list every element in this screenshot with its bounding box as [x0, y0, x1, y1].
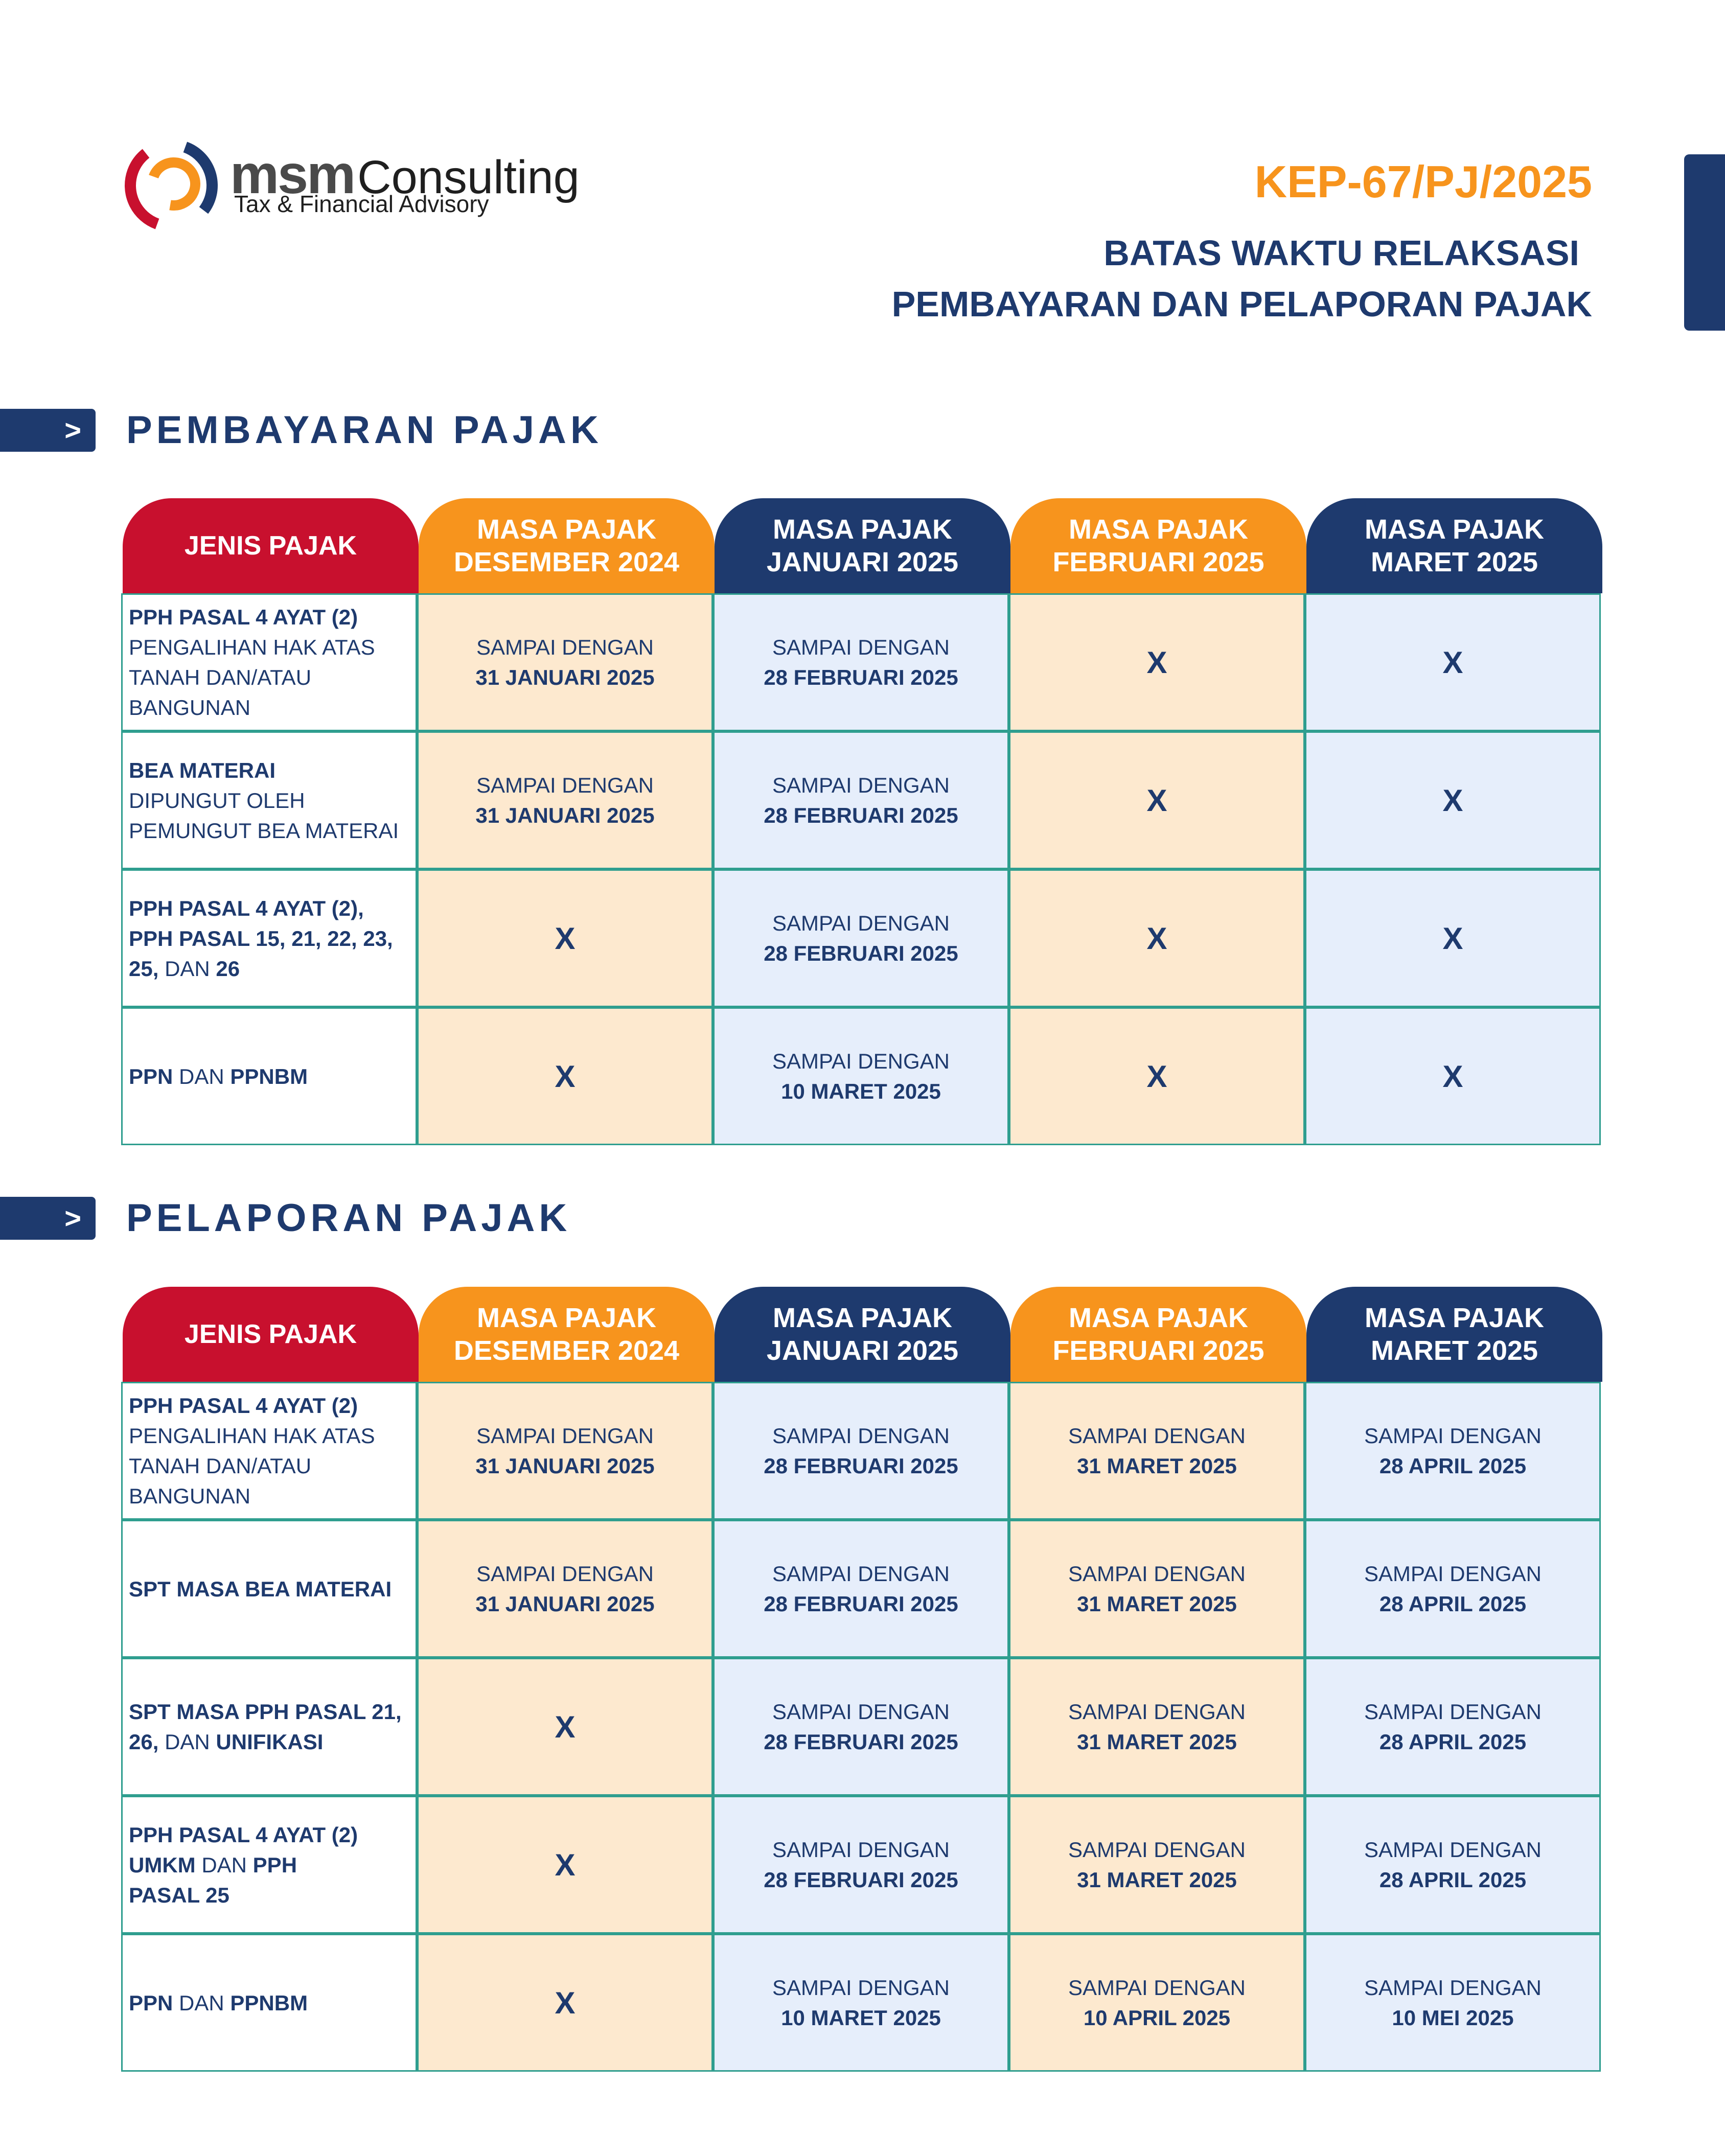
- tax-type-title: SPT MASA PPH PASAL 21,: [129, 1700, 402, 1724]
- column-header-label: JENIS PAJAK: [184, 531, 357, 561]
- table-row: [123, 1009, 1602, 1147]
- x-mark-icon: X: [555, 1985, 576, 2020]
- deadline-date: 31 MARET 2025: [1077, 1730, 1237, 1754]
- deadline-cell: [1009, 1796, 1305, 1934]
- deadline-prefix: SAMPAI DENGAN: [772, 1700, 950, 1724]
- deadline-prefix: SAMPAI DENGAN: [1068, 1976, 1246, 2000]
- chevron-right-icon: >: [0, 409, 96, 452]
- x-mark-icon: X: [1146, 921, 1167, 956]
- deadline-cell: [713, 593, 1009, 731]
- deadline-prefix: SAMPAI DENGAN: [1364, 1562, 1542, 1586]
- column-header-desember-2024: [419, 1287, 715, 1382]
- not-applicable-cell: [1009, 1007, 1305, 1145]
- page-title-line2: PEMBAYARAN DAN PELAPORAN PAJAK: [891, 284, 1592, 324]
- deadline-prefix: SAMPAI DENGAN: [1068, 1424, 1246, 1448]
- deadline-date: 31 MARET 2025: [1077, 1454, 1237, 1478]
- deadline-date: 28 FEBRUARI 2025: [764, 941, 958, 965]
- brand-name-bold: msm: [230, 143, 355, 205]
- tax-type-title: UMKM: [129, 1852, 196, 1877]
- column-header-februari-2025: [1010, 1287, 1306, 1382]
- tax-type-cell: [121, 593, 417, 731]
- tax-type-desc: TANAH DAN/ATAU: [129, 1454, 312, 1478]
- column-header-jenis: [123, 1287, 419, 1382]
- column-header-period: FEBRUARI 2025: [1052, 547, 1264, 577]
- tax-type-cell: [121, 1658, 417, 1796]
- tax-type-title: 26: [216, 956, 240, 981]
- not-applicable-cell: [1305, 593, 1601, 731]
- conjunction: DAN: [179, 1064, 224, 1088]
- deadline-prefix: SAMPAI DENGAN: [1068, 1562, 1246, 1586]
- regulation-number: KEP-67/PJ/2025: [1254, 156, 1592, 207]
- tax-type-desc: PENGALIHAN HAK ATAS: [129, 1424, 375, 1448]
- column-header-label: MASA PAJAK: [772, 1303, 953, 1333]
- deadline-date: 31 JANUARI 2025: [475, 665, 655, 689]
- deadline-cell: [1009, 1382, 1305, 1520]
- deadline-prefix: SAMPAI DENGAN: [772, 1562, 950, 1586]
- section-title-pelaporan: PELAPORAN PAJAK: [126, 1196, 571, 1240]
- tax-type-desc: BANGUNAN: [129, 1484, 251, 1508]
- not-applicable-cell: [1305, 1007, 1601, 1145]
- tax-type-desc: PENGALIHAN HAK ATAS: [129, 635, 375, 659]
- deadline-date: 28 FEBRUARI 2025: [764, 803, 958, 827]
- column-header-label: MASA PAJAK: [772, 514, 953, 545]
- tax-type-title: BEA MATERAI: [129, 758, 275, 782]
- tax-type-cell: [121, 1520, 417, 1658]
- not-applicable-cell: [417, 1007, 713, 1145]
- deadline-prefix: SAMPAI DENGAN: [772, 635, 950, 659]
- deadline-date: 31 JANUARI 2025: [475, 1454, 655, 1478]
- x-mark-icon: X: [1146, 645, 1167, 680]
- column-header-januari-2025: [715, 498, 1010, 593]
- deadline-date: 10 MARET 2025: [781, 2006, 941, 2030]
- tax-type-title: PPH PASAL 4 AYAT (2): [129, 1394, 358, 1418]
- deadline-prefix: SAMPAI DENGAN: [772, 1049, 950, 1073]
- deadline-prefix: SAMPAI DENGAN: [476, 773, 654, 797]
- deadline-prefix: SAMPAI DENGAN: [772, 1838, 950, 1862]
- column-header-desember-2024: [419, 498, 715, 593]
- deadline-prefix: SAMPAI DENGAN: [1364, 1838, 1542, 1862]
- column-header-period: FEBRUARI 2025: [1052, 1335, 1264, 1366]
- tax-type-title: PPH: [252, 1852, 297, 1877]
- tax-type-desc: DIPUNGUT OLEH: [129, 788, 305, 813]
- tax-type-desc: BANGUNAN: [129, 696, 251, 720]
- chevron-right-icon: >: [0, 1197, 96, 1240]
- column-header-label: MASA PAJAK: [1364, 1303, 1545, 1333]
- table-row: [123, 1797, 1602, 1935]
- deadline-prefix: SAMPAI DENGAN: [476, 1562, 654, 1586]
- not-applicable-cell: [417, 869, 713, 1007]
- tax-type-title: PPNBM: [230, 1064, 308, 1088]
- deadline-cell: [1009, 1658, 1305, 1796]
- column-header-period: JANUARI 2025: [766, 1335, 959, 1366]
- deadline-date: 28 FEBRUARI 2025: [764, 1592, 958, 1616]
- section-heading-pembayaran: [0, 409, 716, 454]
- tax-type-title: 26,: [129, 1730, 159, 1754]
- x-mark-icon: X: [1442, 921, 1463, 956]
- deadline-cell: [713, 1658, 1009, 1796]
- deadline-date: 28 FEBRUARI 2025: [764, 1730, 958, 1754]
- deadline-date: 10 MARET 2025: [781, 1079, 941, 1103]
- deadline-cell: [417, 731, 713, 869]
- table-row: [123, 1935, 1602, 2073]
- deadline-prefix: SAMPAI DENGAN: [1068, 1838, 1246, 1862]
- msm-logo-icon: [123, 137, 220, 234]
- deadline-cell: [1305, 1520, 1601, 1658]
- column-header-jenis: [123, 498, 419, 593]
- tax-type-title: PPNBM: [230, 1990, 308, 2015]
- deadline-prefix: SAMPAI DENGAN: [476, 1424, 654, 1448]
- column-header-label: MASA PAJAK: [476, 514, 657, 545]
- not-applicable-cell: [1009, 731, 1305, 869]
- side-tab-decoration: [1684, 154, 1725, 331]
- deadline-date: 31 MARET 2025: [1077, 1592, 1237, 1616]
- brand-logo: [123, 137, 624, 234]
- deadline-cell: [713, 1796, 1009, 1934]
- column-header-period: DESEMBER 2024: [453, 1335, 680, 1366]
- deadline-prefix: SAMPAI DENGAN: [772, 911, 950, 935]
- x-mark-icon: X: [1442, 645, 1463, 680]
- deadline-prefix: SAMPAI DENGAN: [476, 635, 654, 659]
- tax-type-title: PPH PASAL 15, 21, 22, 23,: [129, 926, 393, 951]
- deadline-cell: [417, 1382, 713, 1520]
- x-mark-icon: X: [555, 921, 576, 956]
- deadline-date: 10 APRIL 2025: [1083, 2006, 1231, 2030]
- not-applicable-cell: [1009, 869, 1305, 1007]
- tax-type-title: PPH PASAL 4 AYAT (2): [129, 605, 358, 629]
- not-applicable-cell: [1305, 869, 1601, 1007]
- column-header-januari-2025: [715, 1287, 1010, 1382]
- column-header-label: JENIS PAJAK: [184, 1319, 357, 1349]
- deadline-date: 28 APRIL 2025: [1379, 1592, 1527, 1616]
- deadline-date: 10 MEI 2025: [1392, 2006, 1514, 2030]
- x-mark-icon: X: [1146, 1059, 1167, 1094]
- deadline-cell: [1009, 1934, 1305, 2072]
- column-header-label: MASA PAJAK: [1364, 514, 1545, 545]
- tax-type-title: PPH PASAL 4 AYAT (2),: [129, 896, 364, 920]
- x-mark-icon: X: [555, 1709, 576, 1744]
- not-applicable-cell: [417, 1934, 713, 2072]
- tax-type-cell: [121, 1382, 417, 1520]
- deadline-cell: [1305, 1934, 1601, 2072]
- not-applicable-cell: [417, 1796, 713, 1934]
- deadline-cell: [713, 1007, 1009, 1145]
- deadline-date: 28 APRIL 2025: [1379, 1730, 1527, 1754]
- table-pembayaran: [123, 498, 1602, 1147]
- x-mark-icon: X: [555, 1059, 576, 1094]
- column-header-maret-2025: [1306, 498, 1602, 593]
- table-row: [123, 871, 1602, 1009]
- deadline-cell: [713, 1382, 1009, 1520]
- column-header-period: MARET 2025: [1370, 547, 1538, 577]
- table-header-row: [123, 1287, 1602, 1382]
- tax-type-cell: [121, 731, 417, 869]
- deadline-date: 28 FEBRUARI 2025: [764, 665, 958, 689]
- tax-type-title: PPN: [129, 1990, 173, 2015]
- tax-type-desc: TANAH DAN/ATAU: [129, 665, 312, 689]
- column-header-period: MARET 2025: [1370, 1335, 1538, 1366]
- tax-type-title: SPT MASA BEA MATERAI: [129, 1577, 392, 1601]
- table-row: [123, 595, 1602, 733]
- conjunction: DAN: [179, 1990, 224, 2015]
- deadline-cell: [1305, 1658, 1601, 1796]
- tax-type-cell: [121, 1796, 417, 1934]
- page-title-line1: BATAS WAKTU RELAKSASI: [1103, 233, 1579, 273]
- deadline-cell: [713, 1520, 1009, 1658]
- deadline-cell: [713, 869, 1009, 1007]
- tax-type-cell: [121, 1934, 417, 2072]
- table-header-row: [123, 498, 1602, 593]
- section-title-pembayaran: PEMBAYARAN PAJAK: [126, 408, 603, 452]
- tax-type-title: PPH PASAL 4 AYAT (2): [129, 1822, 358, 1847]
- tax-type-title: UNIFIKASI: [216, 1730, 324, 1754]
- column-header-maret-2025: [1306, 1287, 1602, 1382]
- deadline-prefix: SAMPAI DENGAN: [1364, 1976, 1542, 2000]
- deadline-date: 28 APRIL 2025: [1379, 1868, 1527, 1892]
- column-header-februari-2025: [1010, 498, 1306, 593]
- deadline-date: 28 FEBRUARI 2025: [764, 1454, 958, 1478]
- table-row: [123, 1383, 1602, 1521]
- tax-type-cell: [121, 1007, 417, 1145]
- deadline-prefix: SAMPAI DENGAN: [772, 1424, 950, 1448]
- deadline-date: 31 JANUARI 2025: [475, 803, 655, 827]
- brand-name-rest: Consulting: [357, 151, 580, 203]
- deadline-cell: [713, 731, 1009, 869]
- conjunction: DAN: [165, 956, 210, 981]
- column-header-label: MASA PAJAK: [1068, 1303, 1249, 1333]
- deadline-prefix: SAMPAI DENGAN: [1364, 1424, 1542, 1448]
- x-mark-icon: X: [555, 1847, 576, 1882]
- x-mark-icon: X: [1146, 783, 1167, 818]
- deadline-prefix: SAMPAI DENGAN: [772, 1976, 950, 2000]
- column-header-label: MASA PAJAK: [476, 1303, 657, 1333]
- column-header-period: JANUARI 2025: [766, 547, 959, 577]
- tax-type-title: PPN: [129, 1064, 173, 1088]
- deadline-prefix: SAMPAI DENGAN: [772, 773, 950, 797]
- deadline-prefix: SAMPAI DENGAN: [1364, 1700, 1542, 1724]
- not-applicable-cell: [1305, 731, 1601, 869]
- tax-type-cell: [121, 869, 417, 1007]
- tax-type-title: 25,: [129, 956, 159, 981]
- brand-tagline: Tax & Financial Advisory: [234, 191, 489, 217]
- tax-type-title: PASAL 25: [129, 1883, 229, 1907]
- deadline-date: 31 JANUARI 2025: [475, 1592, 655, 1616]
- x-mark-icon: X: [1442, 783, 1463, 818]
- x-mark-icon: X: [1442, 1059, 1463, 1094]
- deadline-cell: [1305, 1796, 1601, 1934]
- column-header-period: DESEMBER 2024: [453, 547, 680, 577]
- section-heading-pelaporan: [0, 1197, 716, 1242]
- tax-type-desc: PEMUNGUT BEA MATERAI: [129, 818, 399, 843]
- deadline-cell: [1009, 1520, 1305, 1658]
- deadline-prefix: SAMPAI DENGAN: [1068, 1700, 1246, 1724]
- conjunction: DAN: [201, 1852, 247, 1877]
- table-row: [123, 1659, 1602, 1797]
- deadline-cell: [417, 1520, 713, 1658]
- deadline-cell: [417, 593, 713, 731]
- deadline-cell: [1305, 1382, 1601, 1520]
- deadline-date: 28 FEBRUARI 2025: [764, 1868, 958, 1892]
- table-pelaporan: [123, 1287, 1602, 2074]
- deadline-date: 31 MARET 2025: [1077, 1868, 1237, 1892]
- deadline-date: 28 APRIL 2025: [1379, 1454, 1527, 1478]
- conjunction: DAN: [165, 1730, 210, 1754]
- deadline-cell: [713, 1934, 1009, 2072]
- not-applicable-cell: [1009, 593, 1305, 731]
- table-row: [123, 1521, 1602, 1659]
- not-applicable-cell: [417, 1658, 713, 1796]
- column-header-label: MASA PAJAK: [1068, 514, 1249, 545]
- table-row: [123, 733, 1602, 871]
